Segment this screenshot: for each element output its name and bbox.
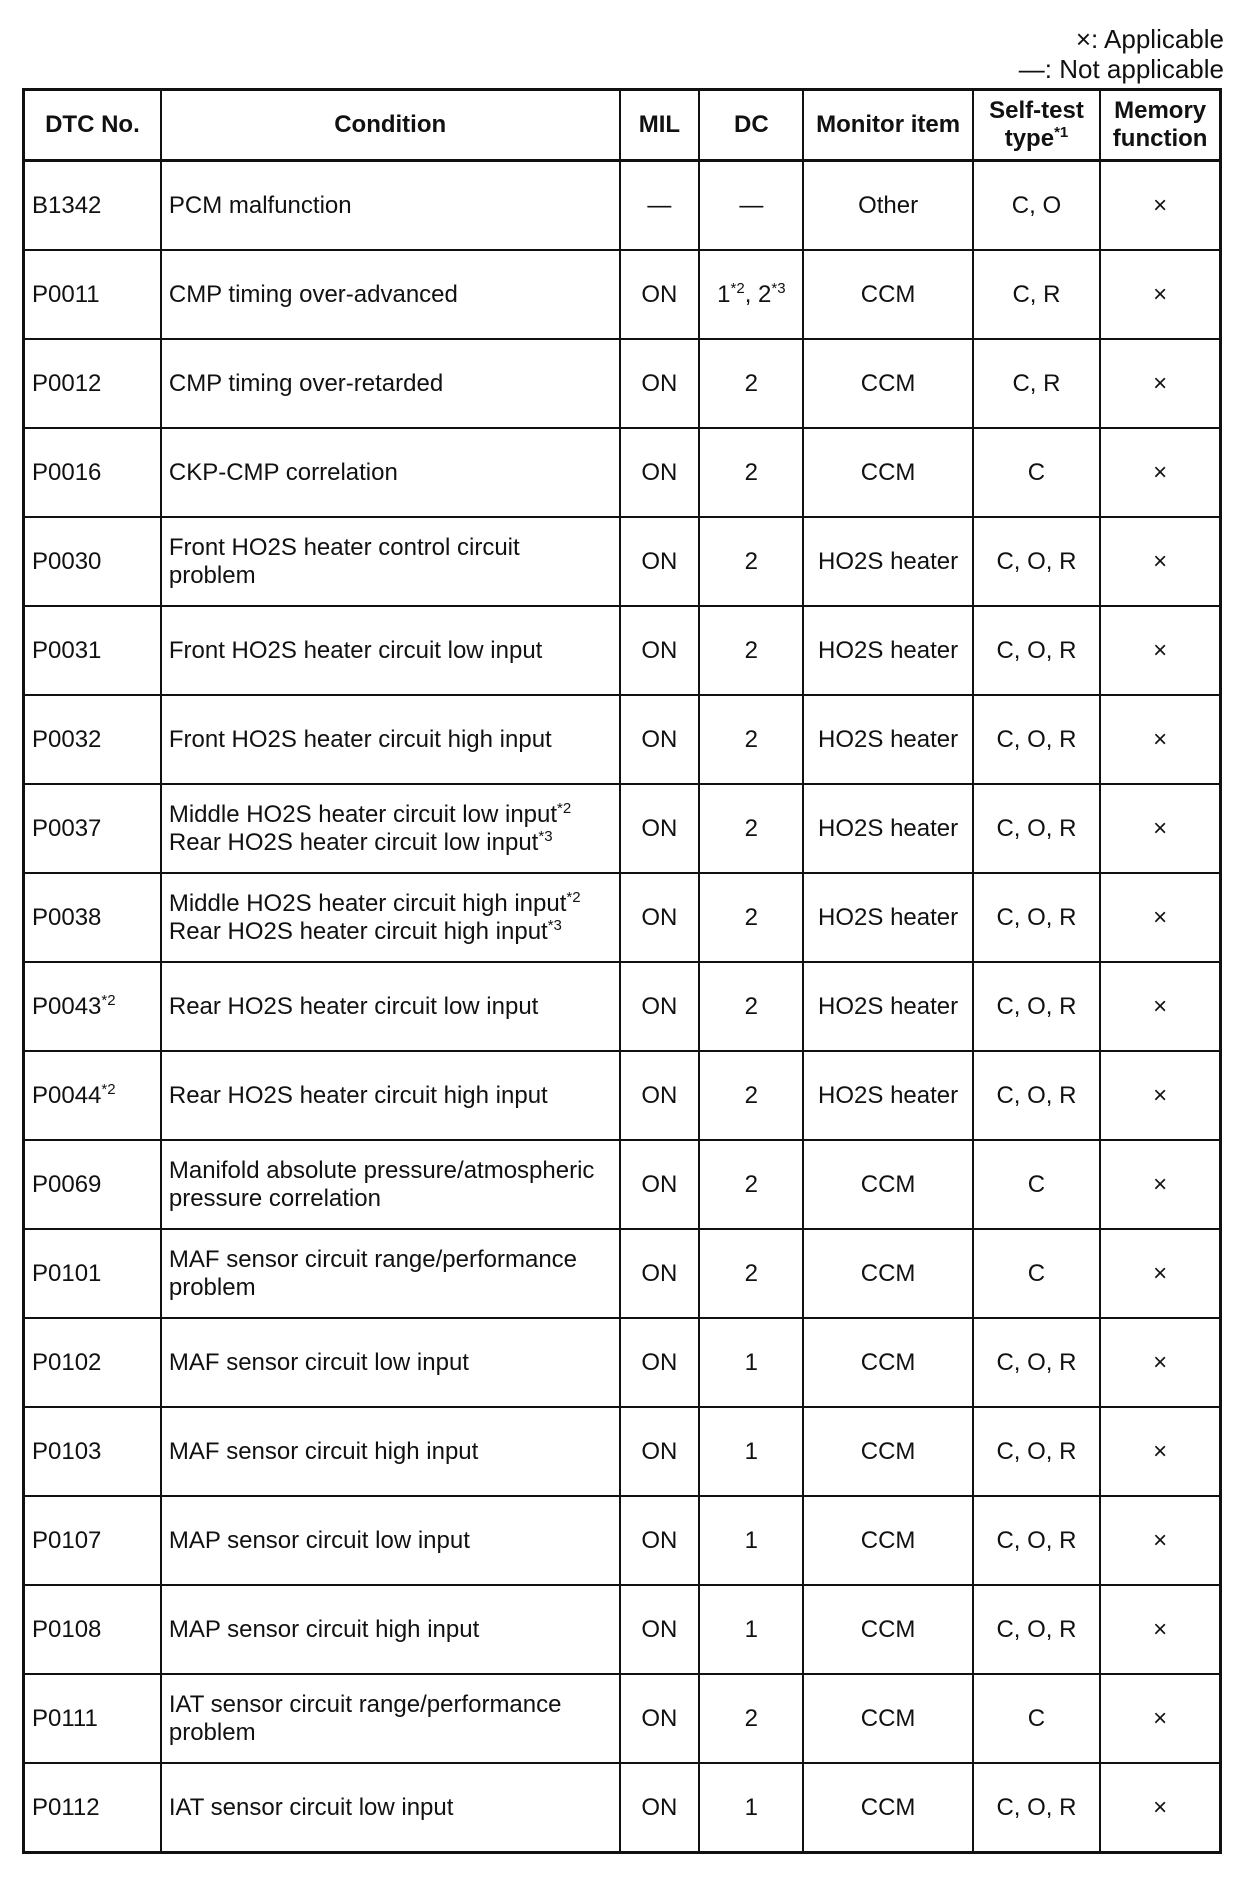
memory-function-cell: × (1100, 784, 1220, 873)
dc-cell (699, 1585, 803, 1674)
monitor-item-cell: HO2S heater (803, 1051, 972, 1140)
condition-cell (161, 1496, 620, 1585)
memory-function-cell: × (1100, 250, 1220, 339)
condition-line (169, 1157, 612, 1213)
header-condition: Condition (161, 90, 620, 161)
table-row (24, 1496, 1221, 1585)
table-header (24, 90, 1221, 161)
mil-cell: ON (620, 250, 700, 339)
dc-value: 2 (744, 992, 759, 1020)
mil-cell: ON (620, 428, 700, 517)
condition-footnote: *3 (547, 916, 562, 934)
condition-line (169, 1691, 612, 1747)
dc-cell (699, 1496, 803, 1585)
table-row (24, 1051, 1221, 1140)
dtc-code-cell (24, 428, 161, 517)
dtc-code: P0101 (32, 1259, 102, 1287)
dtc-code: P0044 (32, 1081, 102, 1109)
header-dc: DC (699, 90, 803, 161)
mil-cell: ON (620, 517, 700, 606)
dtc-code: P0112 (32, 1793, 100, 1821)
dtc-code: P0030 (32, 547, 102, 575)
mil-cell: ON (620, 1051, 700, 1140)
dc-value: — (739, 191, 764, 219)
condition-line (169, 1616, 612, 1644)
condition-cell (161, 1674, 620, 1763)
condition-cell (161, 517, 620, 606)
table-row (24, 339, 1221, 428)
mil-cell: ON (620, 873, 700, 962)
dc-value: 2 (744, 1081, 759, 1109)
dc-cell (699, 161, 803, 251)
dc-value: 2 (744, 458, 759, 486)
mil-cell: ON (620, 1407, 700, 1496)
dtc-code-cell (24, 517, 161, 606)
condition-line (169, 281, 612, 309)
self-test-cell: C (973, 428, 1101, 517)
monitor-item-cell: CCM (803, 428, 972, 517)
dtc-code-cell (24, 784, 161, 873)
dtc-code-cell (24, 1318, 161, 1407)
condition-text: MAF sensor circuit range/performance problem (168, 1245, 578, 1301)
dtc-code-cell (24, 250, 161, 339)
dc-value: 2 (744, 636, 759, 664)
memory-function-cell: × (1100, 1407, 1220, 1496)
table-row (24, 695, 1221, 784)
memory-function-cell: × (1100, 1140, 1220, 1229)
self-test-cell: C, O, R (973, 1496, 1101, 1585)
dc-value: 2 (744, 1170, 759, 1198)
condition-line (169, 829, 612, 857)
dtc-code: P0031 (32, 636, 102, 664)
table-body (24, 161, 1221, 1853)
dc-value: 2 (744, 903, 759, 931)
monitor-item-cell: HO2S heater (803, 695, 972, 784)
memory-function-cell: × (1100, 962, 1220, 1051)
dtc-code-cell (24, 1674, 161, 1763)
memory-function-cell: × (1100, 1585, 1220, 1674)
condition-text: PCM malfunction (168, 191, 352, 219)
condition-line (169, 1794, 612, 1822)
condition-line (169, 993, 612, 1021)
table-row (24, 428, 1221, 517)
dtc-code-footnote: *2 (101, 991, 116, 1009)
condition-cell (161, 1140, 620, 1229)
dtc-code: P0012 (32, 369, 102, 397)
dtc-code: B1342 (32, 191, 102, 219)
header-monitor-item: Monitor item (803, 90, 972, 161)
condition-text: Rear HO2S heater circuit high input (168, 1081, 548, 1109)
table-row (24, 1407, 1221, 1496)
monitor-item-cell: CCM (803, 1674, 972, 1763)
dtc-code-cell (24, 606, 161, 695)
mil-cell: ON (620, 1585, 700, 1674)
condition-text: CKP-CMP correlation (168, 458, 398, 486)
self-test-cell: C, O, R (973, 1763, 1101, 1853)
monitor-item-cell: CCM (803, 1763, 972, 1853)
mil-cell: — (620, 161, 700, 251)
mil-cell: ON (620, 784, 700, 873)
memory-function-cell: × (1100, 161, 1220, 251)
monitor-item-cell: CCM (803, 1496, 972, 1585)
mil-cell: ON (620, 339, 700, 428)
condition-text: Front HO2S heater control circuit problem (168, 533, 520, 589)
condition-text: Rear HO2S heater circuit high input (168, 917, 548, 945)
header-dtc-no: DTC No. (24, 90, 161, 161)
memory-function-cell: × (1100, 1051, 1220, 1140)
dc-footnote: *2 (730, 279, 745, 297)
dc-cell (699, 1140, 803, 1229)
monitor-item-cell: CCM (803, 250, 972, 339)
memory-function-cell: × (1100, 606, 1220, 695)
dtc-code: P0038 (32, 903, 102, 931)
dtc-code-cell (24, 161, 161, 251)
dtc-code-cell (24, 1051, 161, 1140)
table-row (24, 1318, 1221, 1407)
dc-value: 2 (744, 725, 759, 753)
memory-function-cell: × (1100, 428, 1220, 517)
condition-text: Middle HO2S heater circuit high input (168, 889, 567, 917)
condition-text: MAP sensor circuit low input (168, 1526, 470, 1554)
condition-text: CMP timing over-retarded (168, 369, 444, 397)
memory-function-cell: × (1100, 339, 1220, 428)
condition-line (169, 801, 612, 829)
table-row (24, 1229, 1221, 1318)
monitor-item-cell: HO2S heater (803, 517, 972, 606)
condition-text: Rear HO2S heater circuit low input (168, 828, 539, 856)
dc-cell (699, 1763, 803, 1853)
condition-line (169, 1349, 612, 1377)
legend (1019, 24, 1224, 84)
self-test-cell: C, O, R (973, 1051, 1101, 1140)
memory-function-cell: × (1100, 1496, 1220, 1585)
memory-function-cell: × (1100, 517, 1220, 606)
dc-cell (699, 250, 803, 339)
self-test-cell: C, O, R (973, 873, 1101, 962)
condition-text: Rear HO2S heater circuit low input (168, 992, 539, 1020)
dtc-code-cell (24, 339, 161, 428)
header-mil: MIL (620, 90, 700, 161)
dtc-code-cell (24, 1496, 161, 1585)
legend-not-applicable: —: Not applicable (1018, 54, 1224, 84)
self-test-cell: C, R (973, 250, 1101, 339)
condition-text: IAT sensor circuit range/performance problem (168, 1690, 562, 1746)
memory-function-cell: × (1100, 1318, 1220, 1407)
self-test-cell: C, O, R (973, 517, 1101, 606)
mil-cell: ON (620, 1229, 700, 1318)
self-test-cell: C, O, R (973, 784, 1101, 873)
condition-line (169, 918, 612, 946)
table-row (24, 606, 1221, 695)
dc-cell (699, 1407, 803, 1496)
dtc-code: P0069 (32, 1170, 102, 1198)
memory-function-cell: × (1100, 695, 1220, 784)
dc-footnote: *3 (771, 279, 786, 297)
condition-footnote: *3 (538, 827, 553, 845)
legend-applicable: ×: Applicable (1075, 24, 1224, 54)
condition-cell (161, 250, 620, 339)
mil-cell: ON (620, 1140, 700, 1229)
condition-line (169, 534, 612, 590)
table-row (24, 1585, 1221, 1674)
condition-cell (161, 1585, 620, 1674)
table-row (24, 161, 1221, 251)
condition-line (169, 637, 612, 665)
condition-text: MAP sensor circuit high input (168, 1615, 480, 1643)
monitor-item-cell: HO2S heater (803, 784, 972, 873)
mil-cell: ON (620, 1763, 700, 1853)
dc-cell (699, 339, 803, 428)
memory-function-cell: × (1100, 1763, 1220, 1853)
monitor-item-cell: CCM (803, 1140, 972, 1229)
self-test-cell: C, R (973, 339, 1101, 428)
condition-line (169, 459, 612, 487)
monitor-item-cell: CCM (803, 339, 972, 428)
self-test-cell: C (973, 1674, 1101, 1763)
self-test-cell: C (973, 1229, 1101, 1318)
dc-cell (699, 784, 803, 873)
dtc-code-cell (24, 873, 161, 962)
dc-cell (699, 1051, 803, 1140)
monitor-item-cell: CCM (803, 1407, 972, 1496)
condition-text: MAF sensor circuit low input (168, 1348, 469, 1376)
dc-value: 2 (744, 1259, 759, 1287)
dtc-code: P0107 (32, 1526, 102, 1554)
condition-cell (161, 428, 620, 517)
table-row (24, 1674, 1221, 1763)
dtc-code: P0016 (32, 458, 102, 486)
dc-cell (699, 695, 803, 784)
dtc-code-cell (24, 1140, 161, 1229)
condition-text: Manifold absolute pressure/atmospheric pressure correlation (168, 1156, 595, 1212)
dtc-code: P0103 (32, 1437, 102, 1465)
condition-cell (161, 339, 620, 428)
condition-footnote: *2 (557, 799, 572, 817)
dtc-code: P0111 (32, 1704, 98, 1732)
condition-line (169, 1438, 612, 1466)
mil-cell: ON (620, 606, 700, 695)
mil-cell: ON (620, 1674, 700, 1763)
dc-value: 2 (744, 369, 759, 397)
dc-value: 1 (744, 1348, 759, 1376)
self-test-cell: C, O, R (973, 695, 1101, 784)
condition-cell (161, 1051, 620, 1140)
condition-line (169, 1246, 612, 1302)
self-test-cell: C, O, R (973, 606, 1101, 695)
condition-text: MAF sensor circuit high input (168, 1437, 479, 1465)
dtc-code: P0043 (32, 992, 102, 1020)
dtc-code-cell (24, 962, 161, 1051)
condition-line (169, 726, 612, 754)
header-self-test-footnote: *1 (1054, 124, 1069, 141)
dc-value: 2 (744, 1704, 759, 1732)
monitor-item-cell: CCM (803, 1318, 972, 1407)
table-row (24, 784, 1221, 873)
monitor-item-cell: CCM (803, 1585, 972, 1674)
mil-cell: ON (620, 1496, 700, 1585)
dc-value: 1 (717, 280, 731, 308)
condition-text: CMP timing over-advanced (168, 280, 458, 308)
table-row (24, 517, 1221, 606)
dtc-code-cell (24, 695, 161, 784)
header-self-test-label: Self-test type (989, 97, 1084, 152)
dtc-code-cell (24, 1585, 161, 1674)
condition-cell (161, 873, 620, 962)
monitor-item-cell: Other (803, 161, 972, 251)
header-self-test-type (973, 90, 1101, 161)
monitor-item-cell: CCM (803, 1229, 972, 1318)
condition-line (169, 1082, 612, 1110)
dc-cell (699, 962, 803, 1051)
self-test-cell: C (973, 1140, 1101, 1229)
self-test-cell: C, O, R (973, 1407, 1101, 1496)
dtc-code: P0011 (32, 280, 100, 308)
dc-cell (699, 1318, 803, 1407)
header-memory-function: Memory function (1100, 90, 1220, 161)
condition-line (169, 1527, 612, 1555)
dc-cell (699, 517, 803, 606)
table-row (24, 962, 1221, 1051)
condition-cell (161, 1407, 620, 1496)
dc-value: , 2 (744, 280, 772, 308)
condition-cell (161, 1318, 620, 1407)
memory-function-cell: × (1100, 873, 1220, 962)
memory-function-cell: × (1100, 1674, 1220, 1763)
mil-cell: ON (620, 1318, 700, 1407)
mil-cell: ON (620, 695, 700, 784)
dtc-code-cell (24, 1229, 161, 1318)
dc-value: 2 (744, 814, 759, 842)
table-row (24, 873, 1221, 962)
dc-value: 1 (744, 1615, 759, 1643)
condition-line (169, 192, 612, 220)
condition-cell (161, 606, 620, 695)
dc-value: 1 (744, 1526, 759, 1554)
dtc-code: P0032 (32, 725, 102, 753)
condition-cell (161, 695, 620, 784)
self-test-cell: C, O, R (973, 1318, 1101, 1407)
dtc-code: P0108 (32, 1615, 102, 1643)
condition-cell (161, 784, 620, 873)
dc-cell (699, 1674, 803, 1763)
condition-text: Middle HO2S heater circuit low input (168, 800, 558, 828)
self-test-cell: C, O, R (973, 962, 1101, 1051)
dtc-code-cell (24, 1407, 161, 1496)
condition-text: IAT sensor circuit low input (168, 1793, 454, 1821)
dc-cell (699, 428, 803, 517)
monitor-item-cell: HO2S heater (803, 962, 972, 1051)
table-row (24, 1763, 1221, 1853)
condition-cell (161, 161, 620, 251)
condition-text: Front HO2S heater circuit low input (168, 636, 543, 664)
dc-cell (699, 873, 803, 962)
table-row (24, 1140, 1221, 1229)
header-row (24, 90, 1221, 161)
condition-cell (161, 962, 620, 1051)
dc-value: 1 (744, 1437, 759, 1465)
self-test-cell: C, O, R (973, 1585, 1101, 1674)
memory-function-cell: × (1100, 1229, 1220, 1318)
monitor-item-cell: HO2S heater (803, 606, 972, 695)
table-row (24, 250, 1221, 339)
dc-cell (699, 1229, 803, 1318)
dtc-code: P0102 (32, 1348, 102, 1376)
dtc-code-cell (24, 1763, 161, 1853)
dtc-code: P0037 (32, 814, 102, 842)
mil-cell: ON (620, 962, 700, 1051)
condition-cell (161, 1763, 620, 1853)
dc-value: 2 (744, 547, 759, 575)
condition-footnote: *2 (566, 888, 581, 906)
dc-value: 1 (744, 1793, 759, 1821)
condition-text: Front HO2S heater circuit high input (168, 725, 552, 753)
condition-cell (161, 1229, 620, 1318)
monitor-item-cell: HO2S heater (803, 873, 972, 962)
dc-cell (699, 606, 803, 695)
condition-line (169, 890, 612, 918)
dtc-code-footnote: *2 (101, 1080, 116, 1098)
self-test-cell: C, O (973, 161, 1101, 251)
condition-line (169, 370, 612, 398)
dtc-table (22, 88, 1222, 1854)
